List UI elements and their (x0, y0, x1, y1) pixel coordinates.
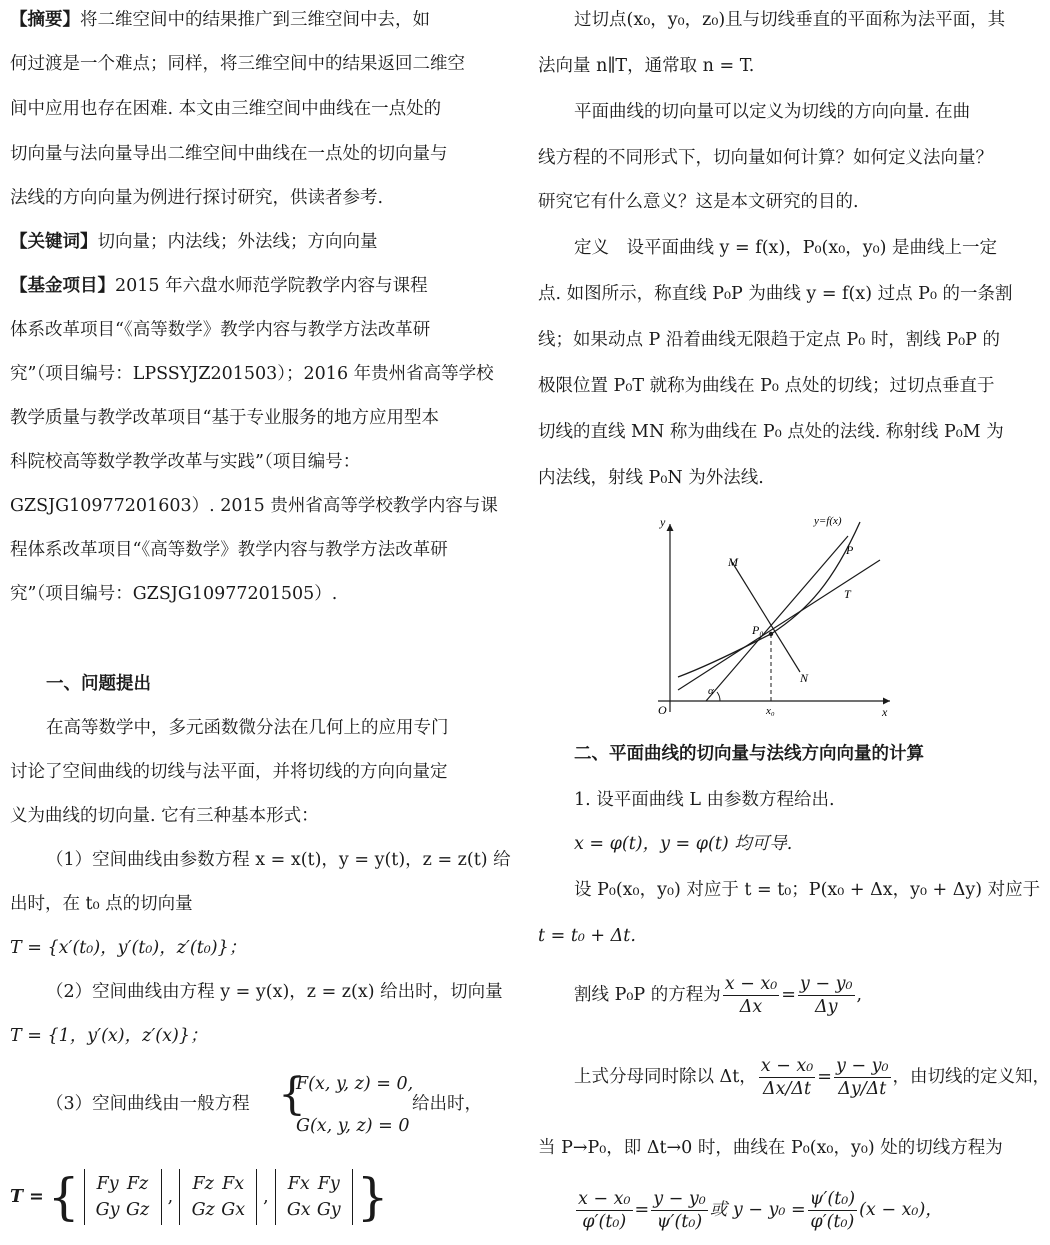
det-entry: Fx (287, 1174, 310, 1194)
definition-line: 极限位置 P₀T 就称为曲线在 P₀ 点处的切线；过切点垂直于 (538, 376, 995, 396)
tangent-line (678, 560, 880, 690)
t-label: T (844, 587, 851, 601)
tangent-normal-figure (648, 512, 898, 722)
definition-line: 切线的直线 MN 称为曲线在 P₀ 点处的法线. 称射线 P₀M 为 (538, 422, 1004, 442)
det-entry: Fx (222, 1174, 245, 1194)
denominator: Δx (739, 996, 763, 1017)
intro-line: 讨论了空间曲线的切线与法平面，并将切线的方向向量定 (10, 762, 448, 782)
alpha-label: α (708, 685, 714, 697)
paragraph-line: 1. 设平面曲线 L 由参数方程给出. (574, 790, 835, 810)
paragraph-line: 法向量 n∥T，通常取 n = T. (538, 56, 755, 76)
det-entry: Gx (221, 1200, 246, 1220)
det-entry: Gz (191, 1200, 215, 1220)
y-label: y (660, 515, 666, 529)
det-entry: Fy (96, 1174, 119, 1194)
abstract (10, 8, 430, 32)
keywords (10, 230, 378, 254)
det-entry: Fy (317, 1174, 340, 1194)
det-entry: Gy (95, 1200, 120, 1220)
numerator: x − x₀ (724, 973, 778, 994)
fraction (651, 1188, 708, 1233)
tangent-or: 或 y − y₀ = (709, 1200, 806, 1220)
comma: , (263, 1187, 269, 1207)
definition-line: 线；如果动点 P 沿着曲线无限趋于定点 P₀ 时，割线 P₀P 的 (538, 330, 1001, 350)
fund-line: 2015 年六盘水师范学院教学内容与课程 (115, 276, 428, 296)
fund-line: 究”（项目编号：LPSSYJZ201503）；2016 年贵州省高等学校 (10, 364, 494, 384)
system-eq: F(x, y, z) = 0, (296, 1074, 414, 1094)
formula: x = φ(t)，y = φ(t) 均可导. (574, 834, 793, 854)
divide-equation (574, 1044, 1050, 1110)
keywords-label: 【关键词】 (10, 232, 98, 252)
p0-label: P₀ (752, 623, 764, 637)
formula: T = {x′(t₀)，y′(t₀)，z′(t₀)}； (10, 938, 247, 958)
fund-line: 教学质量与教学改革项目“基于专业服务的地方应用型本 (10, 408, 439, 428)
case-line: 出时，在 t₀ 点的切向量 (10, 894, 193, 914)
keywords-text: 切向量；内法线；外法线；方向向量 (97, 232, 378, 252)
m-label: M (728, 555, 738, 569)
p0-point (769, 632, 773, 636)
determinant-formula (10, 1162, 389, 1232)
secant-equation (574, 970, 862, 1020)
det-entry: Gx (286, 1200, 311, 1220)
denominator: φ′(t₀) (582, 1211, 627, 1232)
det-brace-close: } (356, 1168, 389, 1226)
comma: , (167, 1187, 174, 1207)
det-entry: Gz (125, 1200, 150, 1220)
formula: t = t₀ + Δt. (538, 926, 636, 946)
curve (678, 522, 860, 677)
case-line: （2）空间曲线由方程 y = y(x)，z = z(x) 给出时，切向量 (46, 982, 503, 1002)
paragraph-line: 过切点(x₀，y₀，z₀)且与切线垂直的平面称为法平面，其 (574, 10, 1006, 30)
divide-suffix: ，由切线的定义知， (892, 1067, 1050, 1087)
fund (10, 274, 428, 298)
abstract-line: 切向量与法向量导出二维空间中曲线在一点处的切向量与 (10, 144, 448, 164)
paragraph-line: 线方程的不同形式下，切向量如何计算？如何定义法向量？ (538, 148, 993, 168)
fraction (798, 973, 855, 1018)
divide-prefix: 上式分母同时除以 Δt， (574, 1067, 757, 1087)
brace: { (278, 1069, 306, 1120)
curve-label: y=f(x) (814, 515, 842, 527)
definition-line: 内法线，射线 P₀N 为外法线. (538, 468, 764, 488)
definition-line: 点. 如图所示，称直线 P₀P 为曲线 y = f(x) 过点 P₀ 的一条割 (538, 284, 1013, 304)
paragraph-line: 当 P→P₀，即 Δt→0 时，曲线在 P₀(x₀，y₀) 处的切线方程为 (538, 1138, 1003, 1158)
det-brace-open: { (47, 1168, 80, 1226)
comma: , (856, 985, 863, 1005)
fund-line: 究”（项目编号：GZSJG10977201505）. (10, 584, 338, 604)
origin-label: O (658, 703, 667, 717)
fraction (759, 1055, 816, 1100)
abstract-line: 间中应用也存在困难. 本文由三维空间中曲线在一点处的 (10, 99, 442, 119)
fraction (576, 1188, 633, 1233)
denominator: φ′(t₀) (810, 1211, 855, 1232)
det-entry: Gy (316, 1200, 341, 1220)
equals: = (634, 1200, 650, 1220)
definition-line: 定义 设平面曲线 y = f(x)，P₀(x₀，y₀) 是曲线上一定 (574, 238, 998, 258)
intro-line: 义为曲线的切向量. 它有三种基本形式： (10, 806, 319, 826)
numerator: ψ′(t₀) (809, 1188, 856, 1209)
fund-line: 科院校高等数学教学改革与实践”（项目编号： (10, 452, 361, 472)
tangent-equation (574, 1184, 943, 1236)
fraction (808, 1188, 857, 1233)
fund-line: 程体系改革项目“《高等数学》教学内容与教学方法改革研 (10, 540, 448, 560)
tangent-tail: (x − x₀)， (859, 1200, 943, 1220)
p-label: P (846, 543, 854, 557)
secant-prefix: 割线 P₀P 的方程为 (574, 985, 721, 1005)
determinant (179, 1169, 257, 1225)
fraction (723, 973, 780, 1018)
x0-label: x₀ (766, 705, 775, 717)
system-eq: G(x, y, z) = 0 (296, 1116, 410, 1136)
equals: = (781, 985, 796, 1005)
alpha-arc (717, 692, 720, 701)
denominator: Δy (814, 996, 838, 1017)
numerator: x − x₀ (578, 1188, 631, 1209)
numerator: x − x₀ (760, 1055, 814, 1076)
fund-line: 体系改革项目“《高等数学》教学内容与教学方法改革研 (10, 320, 431, 340)
numerator: y − y₀ (799, 973, 853, 994)
denominator: Δy/Δt (838, 1078, 887, 1099)
fund-line: GZSJG10977201603）. 2015 贵州省高等学校教学内容与课 (10, 496, 498, 516)
fund-label: 【基金项目】 (10, 276, 115, 296)
x-label: x (882, 705, 888, 719)
case-line: 给出时， (412, 1094, 482, 1114)
det-label: T = (10, 1187, 44, 1207)
paragraph-line: 设 P₀(x₀，y₀) 对应于 t = t₀；P(x₀ + Δx，y₀ + Δy) 对应于 (574, 880, 1041, 900)
abstract-line: 何过渡是一个难点；同样，将三维空间中的结果返回二维空 (10, 54, 465, 74)
abstract-line: 将二维空间中的结果推广到三维空间中去，如 (80, 10, 430, 30)
intro-line: 在高等数学中，多元函数微分法在几何上的应用专门 (46, 718, 449, 738)
paragraph-line: 研究它有什么意义？这是本文研究的目的. (538, 192, 859, 212)
numerator: y − y₀ (653, 1188, 706, 1209)
determinant (84, 1169, 162, 1225)
section-heading: 一、问题提出 (46, 674, 151, 694)
case-line: （1）空间曲线由参数方程 x = x(t)，y = y(t)，z = z(t) 给 (46, 850, 511, 870)
det-entry: Fz (192, 1174, 214, 1194)
paragraph-line: 平面曲线的切向量可以定义为切线的方向向量. 在曲 (574, 102, 971, 122)
normal-line (732, 562, 800, 672)
equals: = (817, 1067, 832, 1087)
abstract-label: 【摘要】 (10, 10, 80, 30)
denominator: ψ′(t₀) (656, 1211, 703, 1232)
fraction (834, 1055, 891, 1100)
formula: T = {1，y′(x)，z′(x)}； (10, 1026, 208, 1046)
determinant (275, 1169, 353, 1225)
denominator: Δx/Δt (762, 1078, 812, 1099)
section-heading: 二、平面曲线的切向量与法线方向向量的计算 (574, 744, 924, 764)
case-line: （3）空间曲线由一般方程 (46, 1094, 250, 1114)
numerator: y − y₀ (835, 1055, 889, 1076)
n-label: N (800, 671, 809, 685)
abstract-line: 法线的方向向量为例进行探讨研究，供读者参考. (10, 188, 384, 208)
det-entry: Fz (126, 1174, 149, 1194)
